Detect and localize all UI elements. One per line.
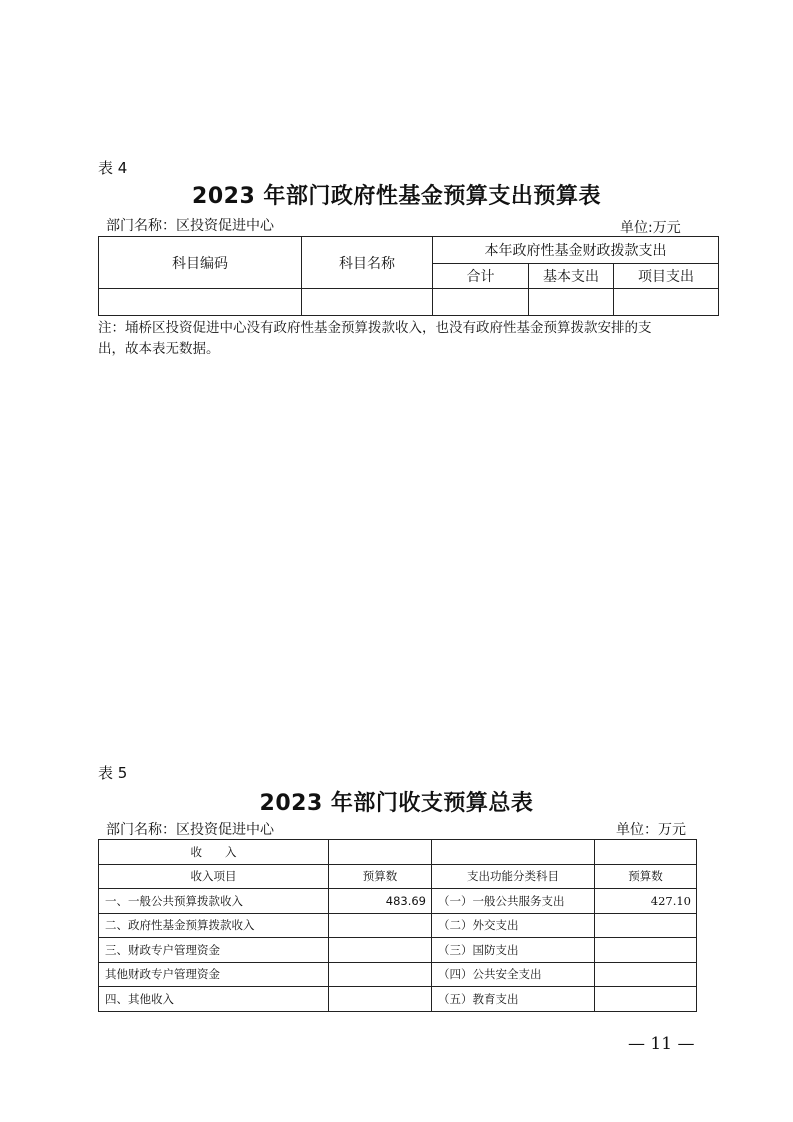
table-row	[99, 889, 697, 914]
income-item: 二、政府性基金预算拨款收入	[99, 913, 329, 938]
table5-unit: 单位：万元	[616, 822, 686, 838]
table5-label: 表 5	[98, 764, 128, 782]
income-amount: 483.69	[329, 889, 432, 914]
table-row	[99, 938, 697, 963]
expense-amount	[595, 962, 697, 987]
header-expense-item: 支出功能分类科目	[432, 864, 595, 889]
income-amount	[329, 987, 432, 1012]
income-section-header: 收 入	[99, 840, 329, 865]
header-income-item: 收入项目	[99, 864, 329, 889]
expense-amount	[595, 913, 697, 938]
empty-cell	[329, 840, 432, 865]
header-basic-expenditure: 基本支出	[529, 264, 614, 289]
empty-cell	[433, 289, 529, 316]
empty-cell	[99, 289, 302, 316]
table4-note	[98, 318, 722, 360]
note-line: 注：埇桥区投资促进中心没有政府性基金预算拨款收入，也没有政府性基金预算拨款安排的支	[98, 320, 652, 336]
header-subject-code: 科目编码	[99, 237, 302, 289]
table4-label: 表 4	[98, 159, 128, 177]
note-line: 出，故本表无数据。	[98, 341, 220, 357]
income-amount	[329, 962, 432, 987]
header-subject-name: 科目名称	[302, 237, 433, 289]
expense-item: （五）教育支出	[432, 987, 595, 1012]
empty-cell	[595, 840, 697, 865]
table4-budget-table	[98, 236, 719, 316]
page-number: — 11 —	[628, 1034, 695, 1054]
table-row	[99, 962, 697, 987]
table4-title: 2023 年部门政府性基金预算支出预算表	[192, 184, 601, 209]
income-item: 三、财政专户管理资金	[99, 938, 329, 963]
table5-dept-name: 部门名称：区投资促进中心	[106, 822, 274, 838]
expense-item: （二）外交支出	[432, 913, 595, 938]
table5-summary-table	[98, 839, 697, 1012]
table-row	[99, 289, 719, 316]
expense-item: （四）公共安全支出	[432, 962, 595, 987]
income-item: 四、其他收入	[99, 987, 329, 1012]
expense-item: （三）国防支出	[432, 938, 595, 963]
empty-cell	[614, 289, 719, 316]
expense-item: （一）一般公共服务支出	[432, 889, 595, 914]
table-row	[99, 864, 697, 889]
table-row	[99, 913, 697, 938]
expense-amount	[595, 938, 697, 963]
empty-cell	[302, 289, 433, 316]
expense-amount	[595, 987, 697, 1012]
income-item: 一、一般公共预算拨款收入	[99, 889, 329, 914]
empty-cell	[529, 289, 614, 316]
income-amount	[329, 913, 432, 938]
table4-dept-name: 部门名称：区投资促进中心	[106, 218, 274, 234]
header-income-amount: 预算数	[329, 864, 432, 889]
table4-unit: 单位:万元	[620, 220, 681, 236]
table5-title: 2023 年部门收支预算总表	[259, 791, 534, 816]
header-project-expenditure: 项目支出	[614, 264, 719, 289]
expense-amount: 427.10	[595, 889, 697, 914]
header-fund-expenditure: 本年政府性基金财政拨款支出	[433, 237, 719, 264]
header-expense-amount: 预算数	[595, 864, 697, 889]
header-total: 合计	[433, 264, 529, 289]
table-row	[99, 840, 697, 865]
empty-cell	[432, 840, 595, 865]
income-item: 其他财政专户管理资金	[99, 962, 329, 987]
income-amount	[329, 938, 432, 963]
table-row	[99, 987, 697, 1012]
